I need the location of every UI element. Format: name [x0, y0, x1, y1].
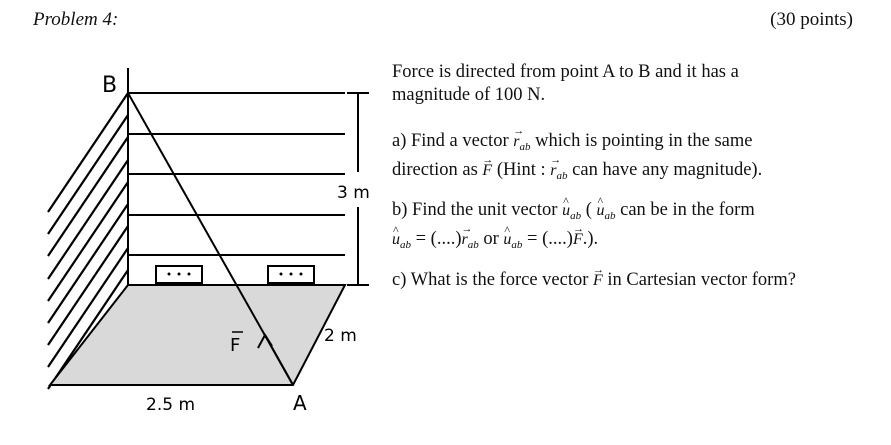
wall-rails: [128, 93, 345, 255]
point-a-label: A: [293, 391, 307, 415]
width-label: 2.5 m: [146, 395, 195, 415]
height-label: 3 m: [337, 183, 370, 203]
question-c: c) What is the force vector → F in Cartesian vector form?: [392, 269, 796, 292]
point-b-label: B: [102, 73, 118, 98]
question-intro: Force is directed from point A to B and it has a magnitude of 100 N.: [392, 62, 739, 105]
force-label: F: [230, 335, 241, 356]
question-b: b) Find the unit vector ^ $u_{ab}$ ( ^ $u_{ab}$ can be in the form ^ $u_{ab}$ = (....)→ $r_{ab}$ or ^ $u_{ab}$ = (....)→ F.).: [392, 199, 755, 257]
problem-number: Problem 4:: [33, 9, 119, 30]
question-a: a) Find a vector → $r_{ab}$ which is pointing in the same direction as → F (Hint : → $r_{ab}$ can have any magnitude).: [392, 130, 762, 188]
depth-label: 2 m: [324, 326, 357, 346]
points-label: (30 points): [770, 9, 853, 30]
